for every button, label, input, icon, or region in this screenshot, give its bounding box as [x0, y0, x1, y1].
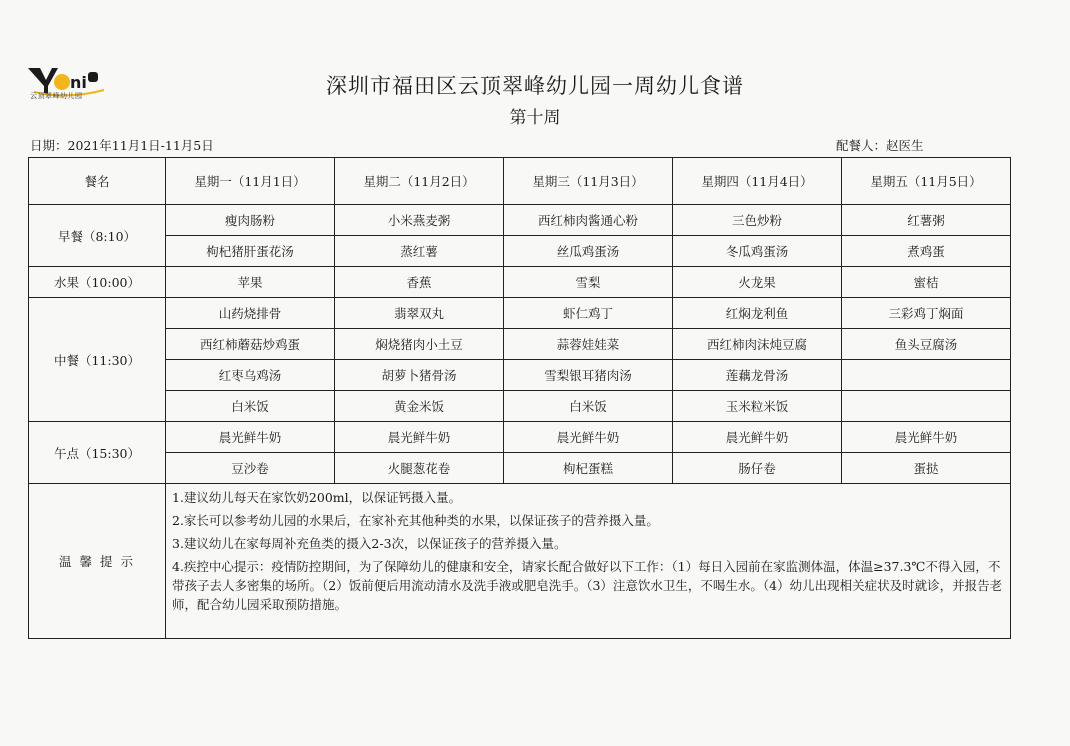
dish-cell: 晨光鲜牛奶	[166, 422, 335, 453]
dish-cell: 肠仔卷	[673, 453, 842, 484]
dish-cell: 红枣乌鸡汤	[166, 360, 335, 391]
meal-name: 早餐（8:10）	[29, 205, 166, 267]
dish-cell: 白米饭	[504, 391, 673, 422]
tips-row	[29, 484, 1011, 639]
meal-row	[29, 453, 1011, 484]
tip-item: 2.家长可以参考幼儿园的水果后，在家补充其他种类的水果，以保证孩子的营养摄入量。	[172, 513, 659, 528]
dish-cell: 枸杞蛋糕	[504, 453, 673, 484]
dish-cell: 焖烧猪肉小土豆	[335, 329, 504, 360]
dish-cell: 西红柿肉酱通心粉	[504, 205, 673, 236]
dish-cell: 黄金米饭	[335, 391, 504, 422]
dish-cell: 红焖龙利鱼	[673, 298, 842, 329]
tips-content	[166, 484, 1011, 639]
dish-cell: 瘦肉肠粉	[166, 205, 335, 236]
meal-column-header: 餐名	[29, 158, 166, 205]
dish-cell: 红薯粥	[842, 205, 1011, 236]
meal-row	[29, 391, 1011, 422]
meal-row	[29, 329, 1011, 360]
meal-row	[29, 360, 1011, 391]
day-header: 星期一（11月1日）	[166, 158, 335, 205]
dish-cell: 胡萝卜猪骨汤	[335, 360, 504, 391]
meal-name: 午点（15:30）	[29, 422, 166, 484]
dish-cell: 蛋挞	[842, 453, 1011, 484]
tip-item: 3.建议幼儿在家每周补充鱼类的摄入2-3次，以保证孩子的营养摄入量。	[172, 536, 567, 551]
dish-cell: 翡翠双丸	[335, 298, 504, 329]
dish-cell: 火腿葱花卷	[335, 453, 504, 484]
dish-cell: 雪梨银耳猪肉汤	[504, 360, 673, 391]
dish-cell	[842, 391, 1011, 422]
day-header: 星期三（11月3日）	[504, 158, 673, 205]
dish-cell: 白米饭	[166, 391, 335, 422]
dish-cell: 三色炒粉	[673, 205, 842, 236]
dish-cell: 玉米粒米饭	[673, 391, 842, 422]
dish-cell: 蜜桔	[842, 267, 1011, 298]
dish-cell: 冬瓜鸡蛋汤	[673, 236, 842, 267]
meal-row	[29, 422, 1011, 453]
meal-row	[29, 267, 1011, 298]
day-header: 星期四（11月4日）	[673, 158, 842, 205]
dish-cell: 香蕉	[335, 267, 504, 298]
meal-row	[29, 236, 1011, 267]
dish-cell: 蒸红薯	[335, 236, 504, 267]
logo-caption: 云顶翠峰幼儿园	[30, 92, 83, 100]
dish-cell: 山药烧排骨	[166, 298, 335, 329]
day-header: 星期五（11月5日）	[842, 158, 1011, 205]
page-title: 深圳市福田区云顶翠峰幼儿园一周幼儿食谱	[326, 74, 744, 98]
dish-cell: 虾仁鸡丁	[504, 298, 673, 329]
date-range: 日期：2021年11月1日-11月5日	[30, 138, 214, 153]
dish-cell: 雪梨	[504, 267, 673, 298]
dish-cell: 晨光鲜牛奶	[335, 422, 504, 453]
dish-cell: 莲藕龙骨汤	[673, 360, 842, 391]
dish-cell: 蒜蓉娃娃菜	[504, 329, 673, 360]
dish-cell: 三彩鸡丁焖面	[842, 298, 1011, 329]
dish-cell	[842, 360, 1011, 391]
dish-cell: 小米燕麦粥	[335, 205, 504, 236]
week-subtitle: 第十周	[509, 108, 561, 128]
svg-text:ni: ni	[70, 73, 87, 92]
dish-cell: 鱼头豆腐汤	[842, 329, 1011, 360]
dish-cell: 豆沙卷	[166, 453, 335, 484]
day-header: 星期二（11月2日）	[335, 158, 504, 205]
meal-row	[29, 205, 1011, 236]
dish-cell: 西红柿蘑菇炒鸡蛋	[166, 329, 335, 360]
meal-name: 水果（10:00）	[29, 267, 166, 298]
dish-cell: 晨光鲜牛奶	[504, 422, 673, 453]
dish-cell: 晨光鲜牛奶	[673, 422, 842, 453]
tip-item: 4.疾控中心提示：疫情防控期间，为了保障幼儿的健康和安全，请家长配合做好以下工作：（1）每日入园前在家监测体温，体温≥37.3℃不得入园，不带孩子去人多密集的场所。（2）饭前便后用流动清水及洗手液或肥皂洗手。（3）注意饮水卫生，不喝生水。（4）幼儿出现相关症状及时就诊，并报告老师，配合幼儿园采取预防措施。	[172, 559, 1003, 612]
menu-table	[28, 157, 1011, 639]
dish-cell: 苹果	[166, 267, 335, 298]
dish-cell: 枸杞猪肝蛋花汤	[166, 236, 335, 267]
header-row	[29, 158, 1011, 205]
chef-name: 配餐人：赵医生	[836, 138, 924, 153]
dish-cell: 煮鸡蛋	[842, 236, 1011, 267]
dish-cell: 火龙果	[673, 267, 842, 298]
meal-row	[29, 298, 1011, 329]
tip-item: 1.建议幼儿每天在家饮奶200ml，以保证钙摄入量。	[172, 490, 462, 505]
dish-cell: 西红柿肉沫炖豆腐	[673, 329, 842, 360]
meal-name: 中餐（11:30）	[29, 298, 166, 422]
tips-heading: 温 馨 提 示	[29, 484, 166, 639]
dish-cell: 丝瓜鸡蛋汤	[504, 236, 673, 267]
dish-cell: 晨光鲜牛奶	[842, 422, 1011, 453]
